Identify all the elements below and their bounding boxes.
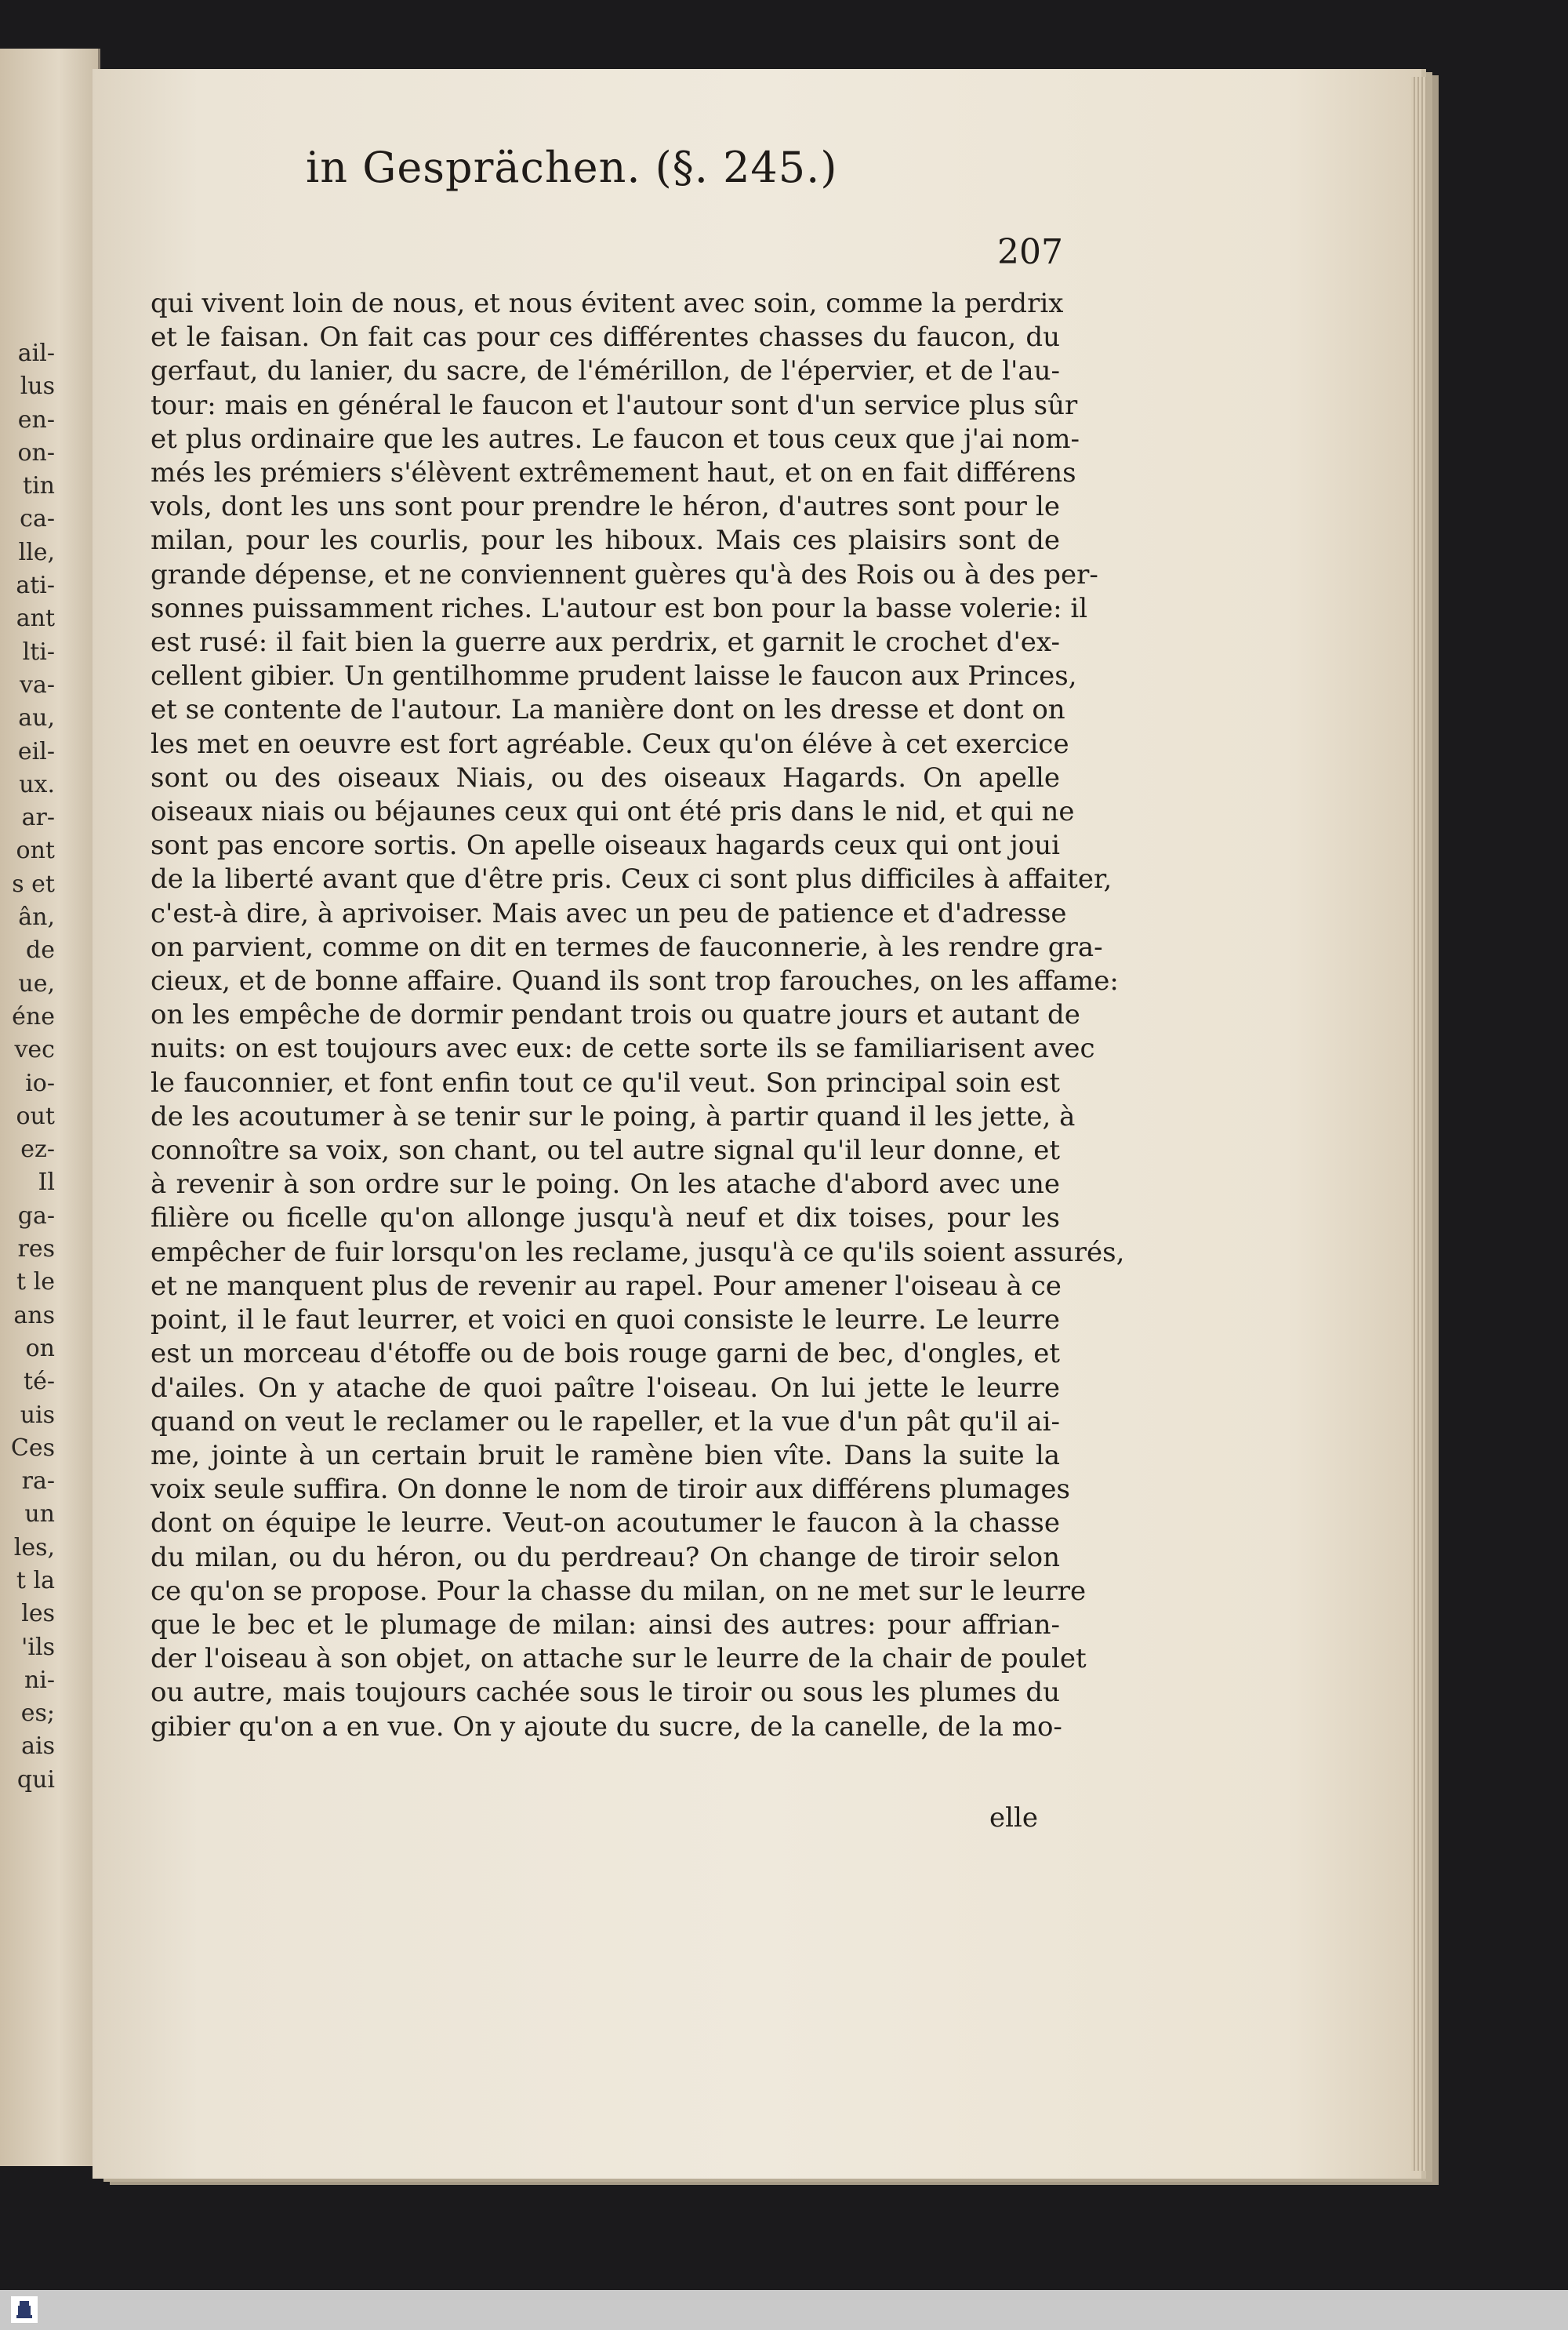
library-logo-icon [11,2296,38,2323]
facing-page-fragment: io- [25,1069,55,1097]
text-line: der l'oiseau à son objet, on attache sur le leurre de la chair de poulet [151,1643,1087,1675]
facing-page-fragment: va- [20,671,55,699]
text-line: gibier qu'on a en vue. On y ajoute du sucre, de la canelle, de la mo- [151,1710,1062,1743]
facing-page-fragment: de [26,936,55,965]
facing-page-fragment: lti- [22,638,55,666]
text-line: c'est-à dire, à aprivoiser. Mais avec un peu de patience et d'adresse [151,897,1067,929]
body-text [151,287,1125,1744]
running-head: in Gesprächen. (§. 245.) [306,143,838,192]
text-line: et ne manquent plus de revenir au rapel. Pour amener l'oiseau à ce [151,1270,1062,1302]
text-line: oiseaux niais ou béjaunes ceux qui ont été pris dans le nid, et qui ne [151,796,1075,828]
text-line: de les acoutumer à se tenir sur le poing, à partir quand il les jette, à [151,1100,1076,1132]
facing-page-fragment: ati- [16,572,55,600]
facing-page-fragment: Il [38,1169,55,1197]
facing-page-fragment: un [24,1500,55,1528]
text-line: on parvient, comme on dit en termes de fauconnerie, à les rendre gra- [151,931,1103,963]
facing-page-fragment: ga- [17,1201,55,1230]
text-line: me, jointe à un certain bruit le ramène bien vîte. Dans la suite la [151,1439,1060,1471]
catchword: elle [989,1802,1038,1834]
facing-page [0,49,100,2166]
viewer-footer-bar [0,2290,1568,2330]
text-line: sont pas encore sortis. On apelle oiseaux hagards ceux qui ont joui [151,830,1060,862]
facing-page-fragment: ar- [21,804,55,832]
text-line: quand on veut le reclamer ou le rapeller, et la vue d'un pât qu'il ai- [151,1405,1060,1438]
text-line: point, il le faut leurrer, et voici en quoi consiste le leurre. Le leurre [151,1304,1060,1336]
facing-page-fragment: t le [16,1268,55,1296]
text-line: est un morceau d'étoffe ou de bois rouge garni de bec, d'ongles, et [151,1338,1060,1370]
text-line: filière ou ficelle qu'on allonge jusqu'à neuf et dix toises, pour les [151,1202,1060,1234]
facing-page-fragment: ue, [18,969,55,998]
text-line: cellent gibier. Un gentilhomme prudent laisse le faucon aux Princes, [151,660,1077,692]
text-line: sonnes puissamment riches. L'autour est bon pour la basse volerie: il [151,592,1088,624]
facing-page-fragment: vec [14,1036,55,1064]
facing-page-fragment: ra- [21,1467,55,1496]
text-line: d'ailes. On y atache de quoi paître l'oiseau. On lui jette le leurre [151,1372,1060,1404]
facing-page-fragment: ez- [20,1136,55,1164]
text-line: connoître sa voix, son chant, ou tel autre signal qu'il leur donne, et [151,1135,1060,1167]
facing-page-fragment: ân, [18,903,55,932]
text-line: à revenir à son ordre sur le poing. On les atache d'abord avec une [151,1169,1060,1201]
page-edges [1411,77,1427,2171]
text-line: on les empêche de dormir pendant trois ou quatre jours et autant de [151,999,1080,1031]
facing-page-fragment: uis [20,1401,55,1429]
facing-page-fragment: ans [13,1301,55,1329]
text-line: empêcher de fuir lorsqu'on les reclame, jusqu'à ce qu'ils soient assurés, [151,1236,1125,1268]
facing-page-fragment: qui [16,1765,55,1794]
facing-page-fragment: out [16,1102,55,1130]
facing-page-text [0,337,55,1797]
text-line: le fauconnier, et font enfin tout ce qu'il veut. Son principal soin est [151,1067,1060,1099]
facing-page-fragment: tin [23,472,55,500]
text-line: de la liberté avant que d'être pris. Ceux ci sont plus difficiles à affaiter, [151,863,1112,896]
text-line: ou autre, mais toujours cachée sous le tiroir ou sous les plumes du [151,1677,1060,1709]
facing-page-fragment: ant [16,605,55,633]
facing-page-fragment: eil- [17,737,55,765]
facing-page-fragment: Ces [10,1434,55,1462]
text-line: nuits: on est toujours avec eux: de cette sorte ils se familiarisent avec [151,1033,1095,1065]
facing-page-fragment: ail- [17,340,55,367]
text-line: et plus ordinaire que les autres. Le faucon et tous ceux que j'ai nom- [151,423,1080,455]
facing-page-fragment: ni- [24,1666,55,1694]
text-line: gerfaut, du lanier, du sacre, de l'émérillon, de l'épervier, et de l'au- [151,355,1060,387]
text-line: grande dépense, et ne conviennent guères qu'à des Rois ou à des per- [151,558,1098,591]
facing-page-fragment: on [25,1334,55,1362]
facing-page-fragment: les, [13,1533,55,1561]
text-line: les met en oeuvre est fort agréable. Ceux qu'on éléve à cet exercice [151,728,1069,760]
facing-page-fragment: éne [12,1002,55,1031]
text-line: et se contente de l'autour. La manière dont on les dresse et dont on [151,694,1065,726]
facing-page-fragment: les [21,1600,55,1628]
facing-page-fragment: lle, [18,538,55,566]
facing-page-fragment: ont [16,837,55,865]
text-line: voix seule suffira. On donne le nom de tiroir aux différens plumages [151,1474,1070,1506]
text-line: tour: mais en général le faucon et l'autour sont d'un service plus sûr [151,389,1078,421]
text-line: milan, pour les courlis, pour les hiboux. Mais ces plaisirs sont de [151,525,1060,557]
text-line: et le faisan. On fait cas pour ces différentes chasses du faucon, du [151,322,1060,354]
text-line: cieux, et de bonne affaire. Quand ils sont trop farouches, on les affame: [151,965,1119,998]
facing-page-fragment: ca- [20,505,55,533]
facing-page-fragment: on- [17,438,55,467]
facing-page-fragment: s et [12,870,55,898]
text-line: qui vivent loin de nous, et nous évitent avec soin, comme la perdrix [151,288,1064,319]
text-line: du milan, ou du héron, ou du perdreau? On change de tiroir selon [151,1541,1060,1573]
text-line: sont ou des oiseaux Niais, ou des oiseaux Hagards. On apelle [151,762,1060,794]
text-line: ce qu'on se propose. Pour la chasse du milan, on ne met sur le leurre [151,1575,1087,1607]
facing-page-fragment: t la [16,1566,55,1594]
text-line: més les prémiers s'élèvent extrêmement haut, et on en fait différens [151,457,1076,489]
facing-page-fragment: en- [17,405,55,434]
text-line: que le bec et le plumage de milan: ainsi des autres: pour affrian- [151,1608,1060,1641]
facing-page-fragment: au, [18,704,55,732]
facing-page-fragment: ux. [19,770,55,798]
text-line: dont on équipe le leurre. Veut-on acoutumer le faucon à la chasse [151,1507,1060,1539]
facing-page-fragment: ais [21,1732,55,1761]
facing-page-fragment: 'ils [21,1633,55,1661]
facing-page-fragment: té- [24,1368,55,1396]
facing-page-fragment: res [17,1235,55,1263]
facing-page-fragment: lus [20,373,55,401]
facing-page-fragment: es; [20,1699,55,1728]
text-line: est rusé: il fait bien la guerre aux perdrix, et garnit le crochet d'ex- [151,627,1060,659]
page-number: 207 [997,232,1063,272]
text-line: vols, dont les uns sont pour prendre le héron, d'autres sont pour le [151,491,1060,523]
